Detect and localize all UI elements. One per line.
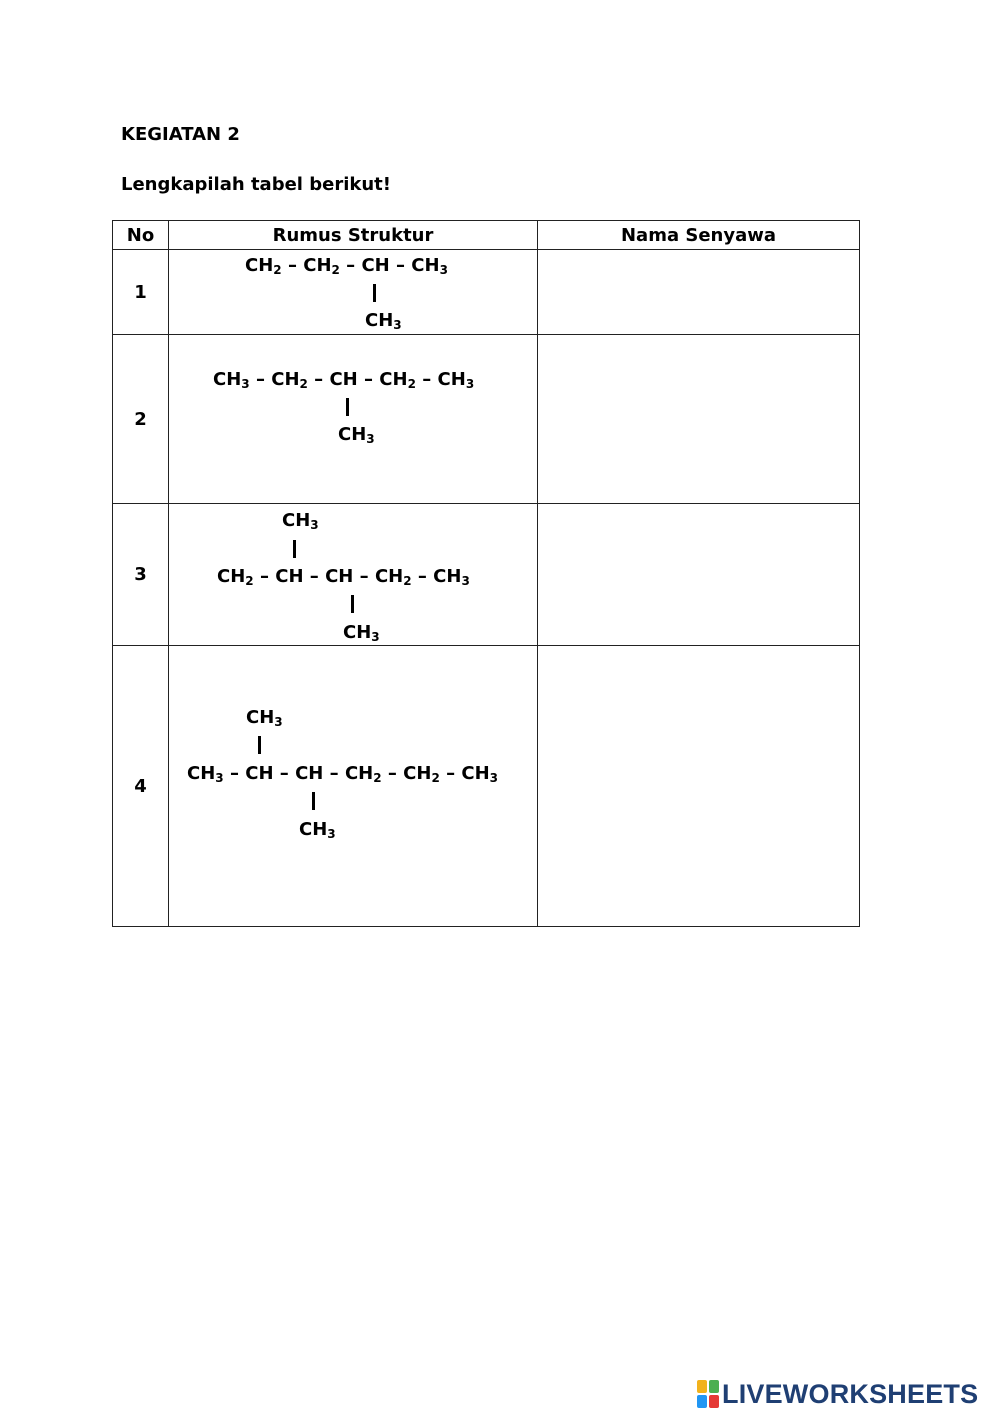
table-row [113,504,860,646]
liveworksheets-logo-icon [697,1380,719,1408]
row-number: 4 [113,646,169,927]
main-chain: $CH_3$ – CH – CH – $CH_2 - CH_2 - CH_3$ [187,763,499,785]
branch-below: $CH_3$ [299,819,336,841]
structure-formula [169,250,538,335]
worksheet-table [112,220,860,927]
header-structure: Rumus Struktur [169,221,538,250]
compound-name-answer[interactable] [538,335,860,504]
logo-text: LIVEWORKSHEETS [722,1378,979,1409]
bond-line [373,284,376,302]
instruction-text: Lengkapilah tabel berikut! [121,174,391,195]
table-row [113,335,860,504]
bond-line [312,792,315,810]
row-number: 2 [113,335,169,504]
bond-line [346,398,349,416]
branch-below: $CH_3$ [365,310,402,332]
logo-block-l [697,1380,707,1393]
row-number: 3 [113,504,169,646]
compound-name-answer[interactable] [538,504,860,646]
main-chain: $CH_3 - CH_2$ – CH – $CH_2 - CH_3$ [213,369,475,391]
compound-name-answer[interactable] [538,646,860,927]
table-row [113,646,860,927]
bond-line [258,736,261,754]
structure-formula [169,646,538,927]
activity-title: KEGIATAN 2 [121,124,240,145]
structure-formula [169,335,538,504]
header-no: No [113,221,169,250]
main-chain: $CH_2 - CH_2$ – CH – $CH_3$ [245,255,448,277]
row-number: 1 [113,250,169,335]
table-row [113,250,860,335]
compound-name-answer[interactable] [538,250,860,335]
main-chain: $CH_2$ – CH – CH – $CH_2 - CH_3$ [217,566,470,588]
branch-below: $CH_3$ [343,622,380,644]
bond-line [351,595,354,613]
logo-block-v [697,1395,707,1408]
header-name: Nama Senyawa [538,221,860,250]
branch-below: $CH_3$ [338,424,375,446]
table-header-row [113,221,860,250]
bond-line [293,540,296,558]
branch-above: $CH_3$ [282,510,319,532]
liveworksheets-logo [697,1378,978,1410]
logo-block-e [709,1395,719,1408]
branch-above: $CH_3$ [246,707,283,729]
logo-block-i [709,1380,719,1393]
structure-formula [169,504,538,646]
